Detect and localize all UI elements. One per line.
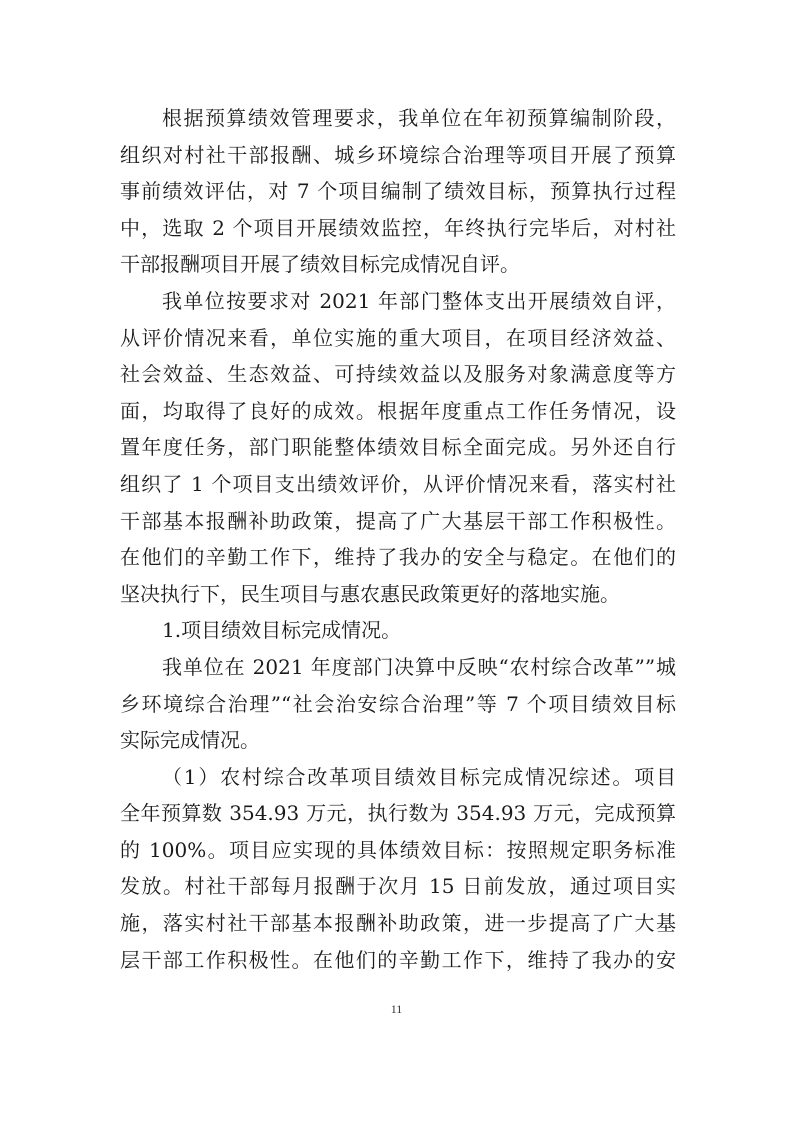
paragraph-5-line: 发放。村社干部每月报酬于次月 15 日前发放，通过项目实 bbox=[120, 874, 676, 899]
paragraph-2-line: 从评价情况来看，单位实施的重大项目，在项目经济效益、 bbox=[120, 325, 676, 350]
paragraph-1-line: 中，选取 2 个项目开展绩效监控，年终执行完毕后，对村社 bbox=[120, 215, 676, 240]
paragraph-2-line: 我单位按要求对 2021 年部门整体支出开展绩效自评， bbox=[162, 288, 676, 313]
paragraph-1-line: 事前绩效评估，对 7 个项目编制了绩效目标，预算执行过程 bbox=[120, 179, 676, 204]
paragraph-1-line: 干部报酬项目开展了绩效目标完成情况自评。 bbox=[120, 252, 520, 277]
page-number: 11 bbox=[390, 1002, 403, 1016]
paragraph-2-line: 置年度任务，部门职能整体绩效目标全面完成。另外还自行 bbox=[120, 435, 676, 460]
body-text bbox=[120, 100, 676, 978]
paragraph-4-line: 实际完成情况。 bbox=[120, 728, 260, 753]
paragraph-2-line: 坚决执行下，民生项目与惠农惠民政策更好的落地实施。 bbox=[120, 581, 620, 606]
section-heading: 1.项目绩效目标完成情况。 bbox=[162, 618, 402, 643]
paragraph-4-line: 乡环境综合治理”“社会治安综合治理”等 7 个项目绩效目标 bbox=[120, 691, 676, 716]
paragraph-2-line: 在他们的辛勤工作下，维持了我办的安全与稳定。在他们的 bbox=[120, 545, 676, 570]
paragraph-5-line: 施，落实村社干部基本报酬补助政策，进一步提高了广大基 bbox=[120, 911, 676, 936]
paragraph-2-line: 干部基本报酬补助政策，提高了广大基层干部工作积极性。 bbox=[120, 508, 676, 533]
paragraph-1-line: 根据预算绩效管理要求，我单位在年初预算编制阶段， bbox=[162, 106, 676, 130]
paragraph-2-line: 组织了 1 个项目支出绩效评价，从评价情况来看，落实村社 bbox=[120, 471, 676, 496]
paragraph-5-line: （1）农村综合改革项目绩效目标完成情况综述。项目 bbox=[162, 764, 676, 789]
paragraph-4-line: 我单位在 2021 年度部门决算中反映“农村综合改革””城 bbox=[162, 654, 676, 679]
paragraph-5-line: 的 100%。项目应实现的具体绩效目标：按照规定职务标准 bbox=[120, 837, 676, 862]
paragraph-5-line: 全年预算数 354.93 万元，执行数为 354.93 万元，完成预算 bbox=[120, 801, 676, 826]
paragraph-5-line: 层干部工作积极性。在他们的辛勤工作下，维持了我办的安 bbox=[120, 947, 676, 972]
paragraph-1-line: 组织对村社干部报酬、城乡环境综合治理等项目开展了预算 bbox=[120, 142, 676, 167]
paragraph-2-line: 面，均取得了良好的成效。根据年度重点工作任务情况，设 bbox=[120, 398, 676, 423]
paragraph-2-line: 社会效益、生态效益、可持续效益以及服务对象满意度等方 bbox=[120, 362, 676, 387]
